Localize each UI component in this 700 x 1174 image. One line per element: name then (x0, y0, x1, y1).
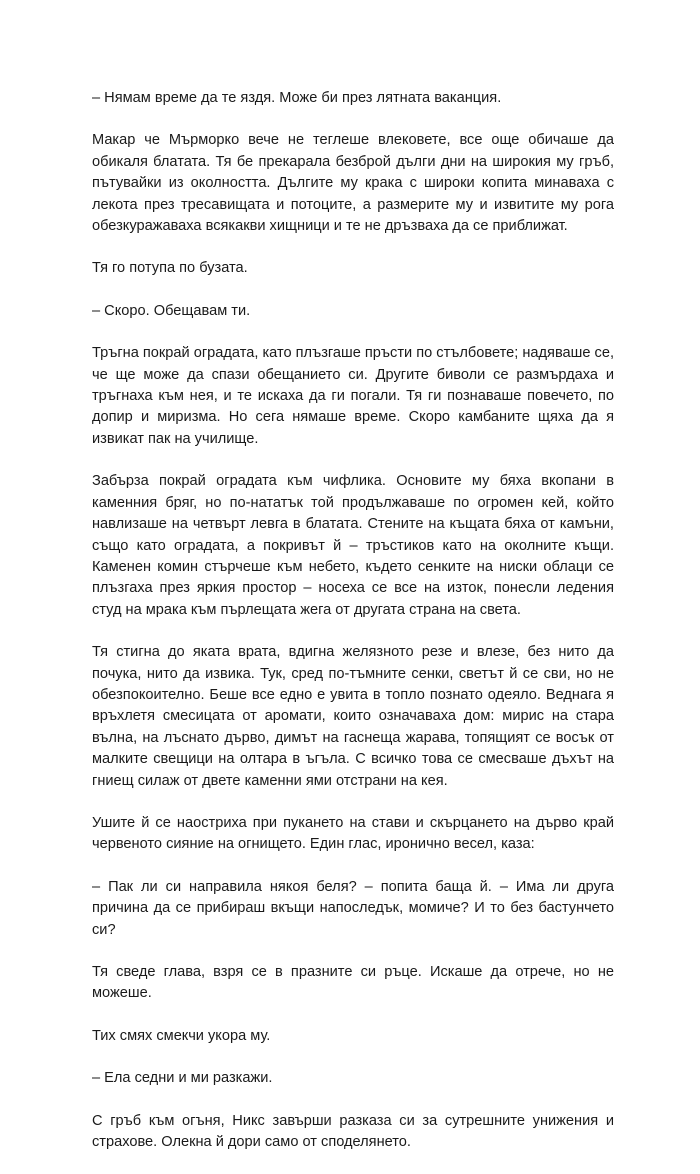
document-page (92, 88, 614, 1174)
paragraph-9: – Пак ли си направила някоя беля? – попита баща й. – Има ли друга причина да се прибираш вкъщи напоследък, момиче? И то без бастунчето си? (92, 878, 614, 938)
paragraph-10: Тя сведе глава, взря се в празните си ръце. Искаше да отрече, но не можеше. (92, 964, 614, 1002)
paragraph-8: Ушите й се наостриха при пукането на стави и скърцането на дърво край червеното сияние на огнището. Един глас, иронично весел, каза: (92, 814, 614, 853)
paragraph-1: – Нямам време да те яздя. Може би през лятната ваканция. (92, 90, 502, 106)
paragraph-7: Тя стигна до яката врата, вдигна желязното резе и влезе, без нито да почука, нито да извика. Тук, сред по-тъмните сенки, светът й се сви, но не обезпокоително. Беше все едно е увита в топло познато одеяло. Веднага я връхлетя смесицата от аромати, които означаваха дом: мирис на стара вълна, на лъснато дърво, димът на гаснеща жарава, топящият се восък от малките свещици на олтара в ъгъла. С всичко това се смесваше дъхът на гниещ силаж от двете каменни ями отстрани на кея. (92, 644, 614, 789)
paragraph-12: – Ела седни и ми разкажи. (92, 1070, 273, 1087)
paragraph-13: С гръб към огъня, Никс завърши разказа си за сутрешните унижения и страхове. Олекна й дори само от споделянето. (92, 1112, 614, 1151)
paragraph-4: – Скоро. Обещавам ти. (92, 302, 251, 319)
paragraph-3: Тя го потупа по бузата. (92, 260, 248, 277)
paragraph-5: Тръгна покрай оградата, като плъзгаше пръсти по стълбовете; надяваше се, че ще може да спази обещанието си. Другите биволи се размърдаха и тръгнаха към нея, и те искаха да ги погали. Тя ги познаваше повечето, по допир и миризма. Но сега нямаше време. Скоро камбаните щяха да я извикат пак на училище. (92, 345, 614, 447)
paragraph-11: Тих смях смекчи укора му. (92, 1027, 271, 1044)
paragraph-6: Забърза покрай оградата към чифлика. Основите му бяха вкопани в каменния бряг, но по-нататък той продължаваше по огромен кей, който навлизаше на четвърт левга в блатата. Стените на къщата бяха от камъни, също като оградата, а покривът й – тръстиков като на околните къщи. Каменен комин стърчеше към небето, където сенките на ниски облаци се плъзгаха през яркия простор – носеха се все на изток, понесли ледения студ на мрака към пърлещата жега от другата страна на света. (92, 473, 614, 618)
paragraph-2: Макар че Мърморко вече не теглеше влековете, все още обичаше да обикаля блатата. Тя бе прекарала безброй дълги дни на широкия му гръб, пътувайки из околността. Дългите му крака с широки копита минаваха с лекота през тресавищата и потоците, а размерите му и извитите му рога обезкуражаваха всякакви хищници и те не дръзваха да се приближат. (92, 132, 614, 235)
